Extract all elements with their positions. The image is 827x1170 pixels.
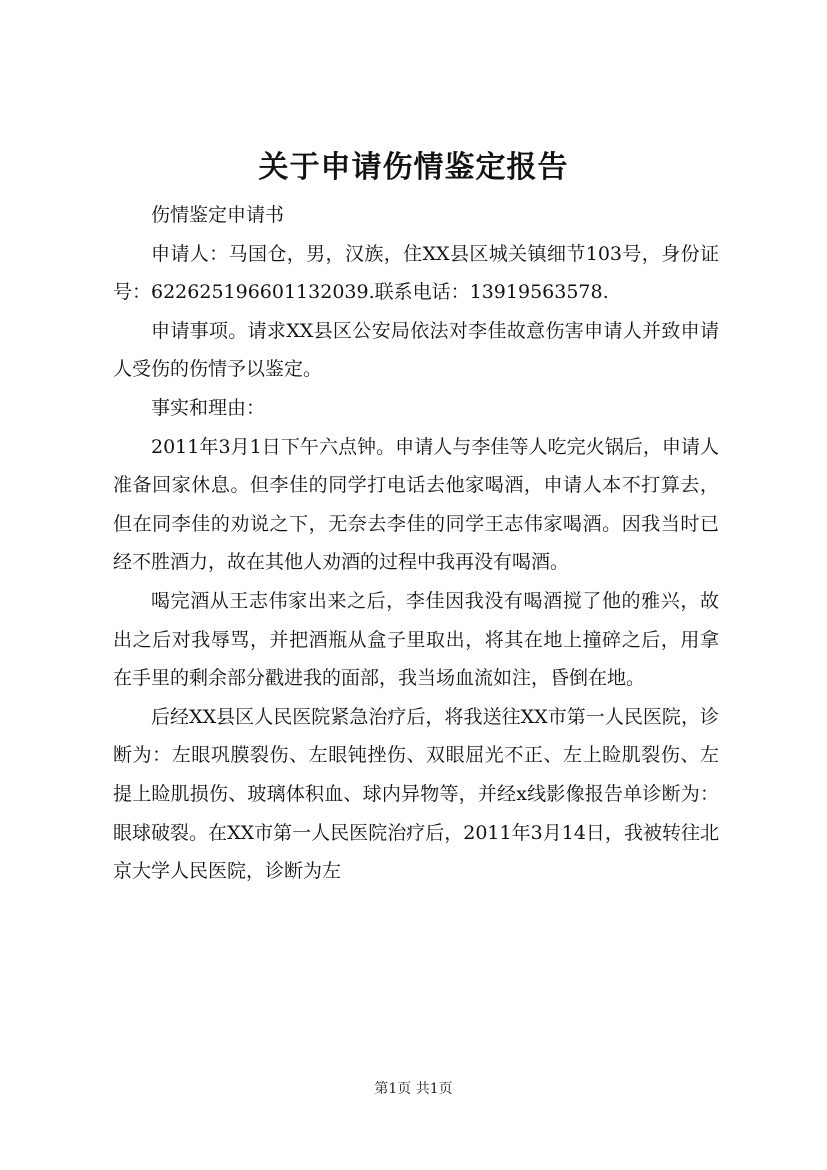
- paragraph-facts-3: 后经XX县区人民医院紧急治疗后，将我送往XX市第一人民医院，诊断为：左眼巩膜裂伤、左眼钝挫伤、双眼屈光不正、左上睑肌裂伤、左提上睑肌损伤、玻璃体积血、球内异物等，并经x线影像报告单诊断为：眼球破裂。在XX市第一人民医院治疗后，2011年3月14日，我被转往北京大学人民医院，诊断为左: [113, 705, 719, 883]
- paragraph-heading: 伤情鉴定申请书: [151, 204, 285, 226]
- document-title: 关于申请伤情鉴定报告: [258, 150, 569, 185]
- paragraph-facts-2: 喝完酒从王志伟家出来之后，李佳因我没有喝酒搅了他的雅兴，故出之后对我辱骂，并把酒瓶从盒子里取出，将其在地上撞碎之后，用拿在手里的剩余部分戳进我的面部，我当场血流如注，昏倒在地。: [113, 589, 719, 690]
- paragraph-request: 申请事项。请求XX县区公安局依法对李佳故意伤害申请人并致申请人受伤的伤情予以鉴定。: [113, 319, 719, 381]
- paragraph-applicant: 申请人：马国仓，男，汉族，住XX县区城关镇细节103号，身份证号：622625196601132039.联系电话：13919563578.: [113, 242, 719, 304]
- page-footer: 第1页 共1页: [374, 1081, 453, 1097]
- paragraph-facts-1: 2011年3月1日下午六点钟。申请人与李佳等人吃完火锅后，申请人准备回家休息。但李佳的同学打电话去他家喝酒，申请人本不打算去，但在同李佳的劝说之下，无奈去李佳的同学王志伟家喝酒。因我当时已经不胜酒力，故在其他人劝酒的过程中我再没有喝酒。: [113, 435, 719, 574]
- document-body: [113, 196, 719, 891]
- paragraph-facts-heading: 事实和理由：: [151, 396, 266, 419]
